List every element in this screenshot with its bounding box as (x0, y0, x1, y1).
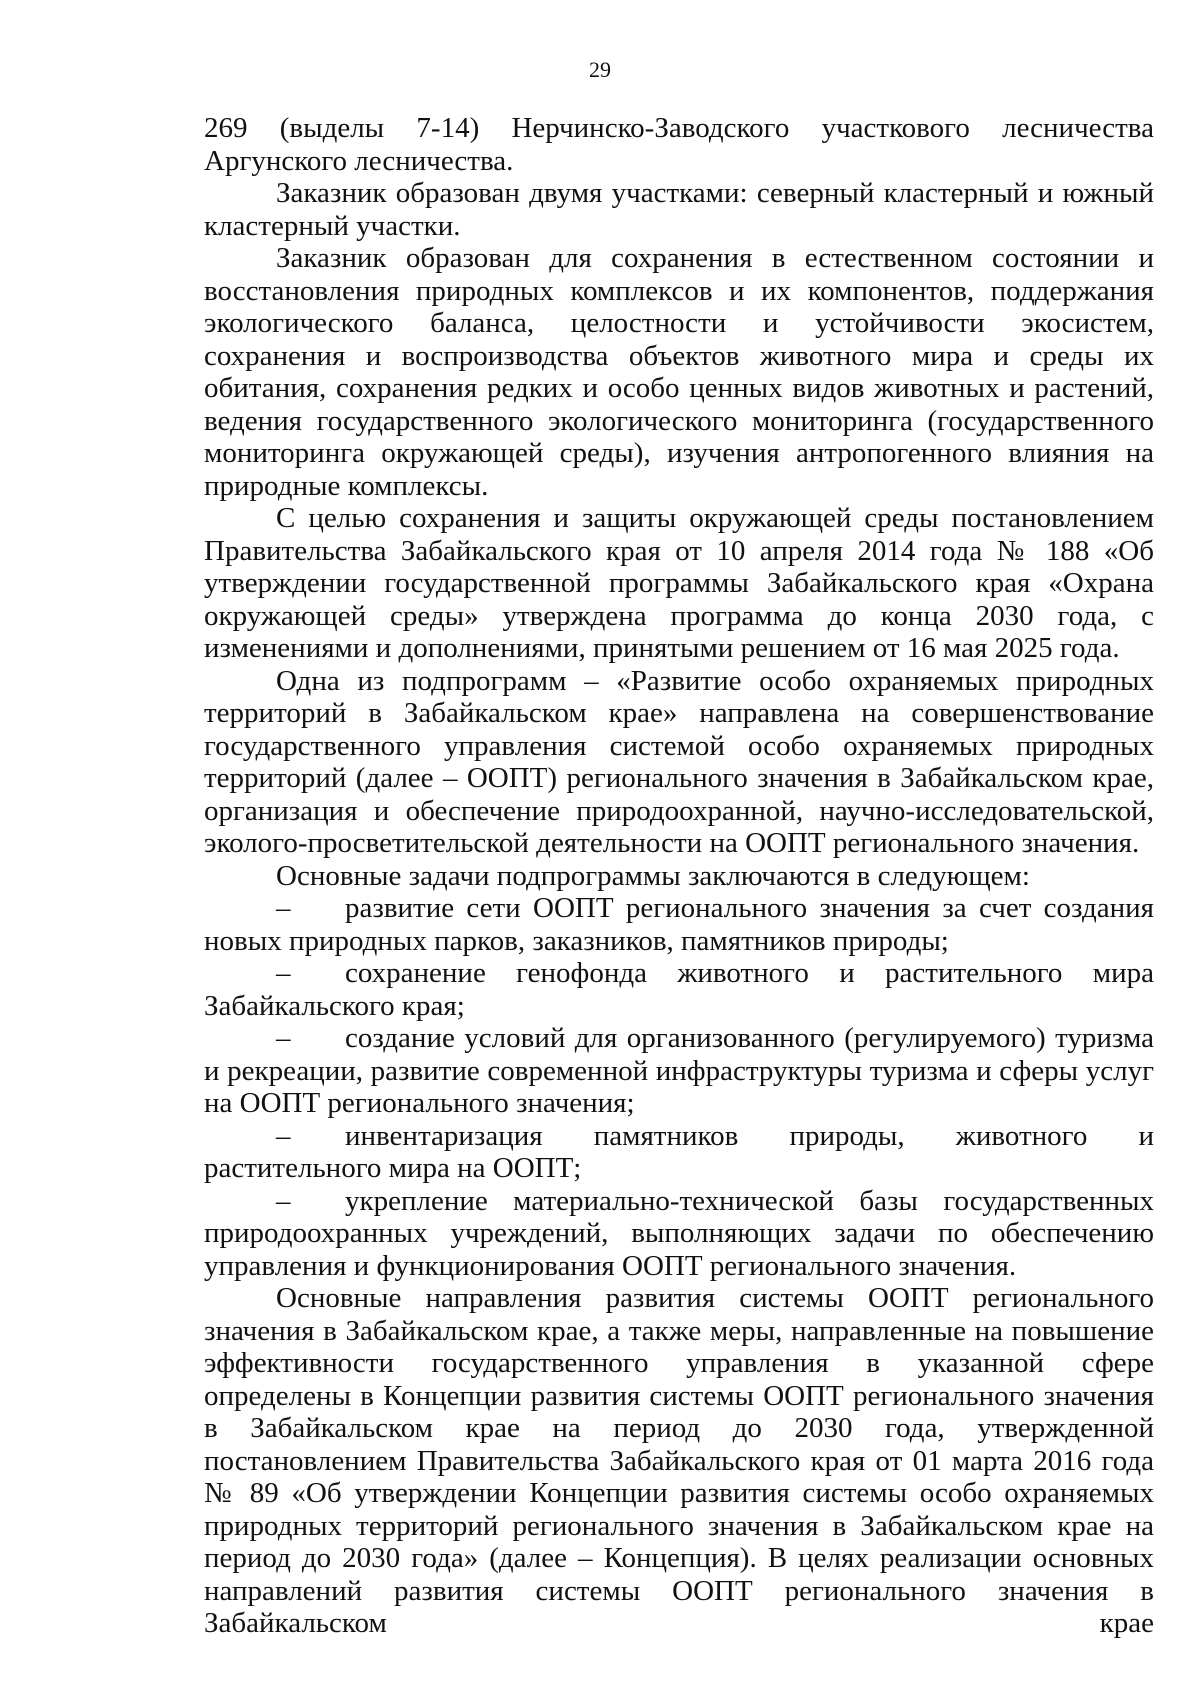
list-dash: – (276, 892, 291, 924)
list-dash: – (276, 1119, 291, 1152)
list-dash: – (276, 1184, 291, 1217)
list-item (204, 1120, 1154, 1185)
list-item (204, 892, 1154, 957)
list-item-text: создание условий для организованного (регулируемого) туризма и рекреации, развитие современной инфраструктуры туризма и сферы услуг на ООПТ регионального значения; (204, 1022, 1154, 1119)
list-item-text: сохранение генофонда животного и растительного мира Забайкальского края; (204, 957, 1154, 1022)
list-dash: – (276, 957, 291, 989)
paragraph-reserve-sections: Заказник образован двумя участками: северный кластерный и южный кластерный участки. (204, 177, 1154, 242)
list-item (204, 1185, 1154, 1283)
list-dash: – (276, 1022, 291, 1054)
list-item-text: развитие сети ООПТ регионального значения за счет создания новых природных парков, заказников, памятников природы; (204, 892, 1154, 957)
paragraph-subprogram: Одна из подпрограмм – «Развитие особо охраняемых природных территорий в Забайкальском крае» направлена на совершенствование государственного управления системой особо охраняемых природных территорий (далее – ООПТ) регионального значения в Забайкальском крае, организация и обеспечение природоохранной, научно-исследовательской, эколого-просветительской деятельности на ООПТ регионального значения. (204, 664, 1154, 859)
paragraph-concept: Основные направления развития системы ООПТ регионального значения в Забайкальском крае, а также меры, направленные на повышение эффективности государственного управления в указанной сфере определены в Концепции развития системы ООПТ регионального значения в Забайкальском крае на период до 2030 года, утвержденной постановлением Правительства Забайкальского края от 01 марта 2016 года № 89 «Об утверждении Концепции развития системы особо охраняемых природных территорий регионального значения в Забайкальском крае на период до 2030 года» (далее – Концепция). В целях реализации основных направлений развития системы ООПТ регионального значения в Забайкальском крае (204, 1282, 1154, 1639)
list-item (204, 1022, 1154, 1120)
paragraph-subprogram-tasks: Основные задачи подпрограммы заключаются в следующем: (276, 859, 1030, 892)
paragraph-government-decree: С целью сохранения и защиты окружающей среды постановлением Правительства Забайкальского края от 10 апреля 2014 года № 188 «Об утверждении государственной программы Забайкальского края «Охрана окружающей среды» утверждена программа до конца 2030 года, с изменениями и дополнениями, принятыми решением от 16 мая 2025 года. (204, 502, 1154, 664)
paragraph-reserve-purpose: Заказник образован для сохранения в естественном состоянии и восстановления природных комплексов и их компонентов, поддержания экологического баланса, целостности и устойчивости экосистем, сохранения и воспроизводства объектов животного мира и среды их обитания, сохранения редких и особо ценных видов животных и растений, ведения государственного экологического мониторинга (государственного мониторинга окружающей среды), изучения антропогенного влияния на природные комплексы. (204, 242, 1154, 502)
document-body (204, 112, 1154, 1640)
list-item-text: инвентаризация памятников природы, животного и растительного мира на ООПТ; (204, 1119, 1154, 1184)
list-item-text: укрепление материально-технической базы государственных природоохранных учреждений, выполняющих задачи по обеспечению управления и функционирования ООПТ регионального значения. (204, 1184, 1154, 1282)
paragraph-forestry-continuation: 269 (выделы 7-14) Нерчинско-Заводского участкового лесничества Аргунского лесничества. (204, 112, 1154, 177)
list-item (204, 957, 1154, 1022)
page-number: 29 (589, 57, 611, 82)
